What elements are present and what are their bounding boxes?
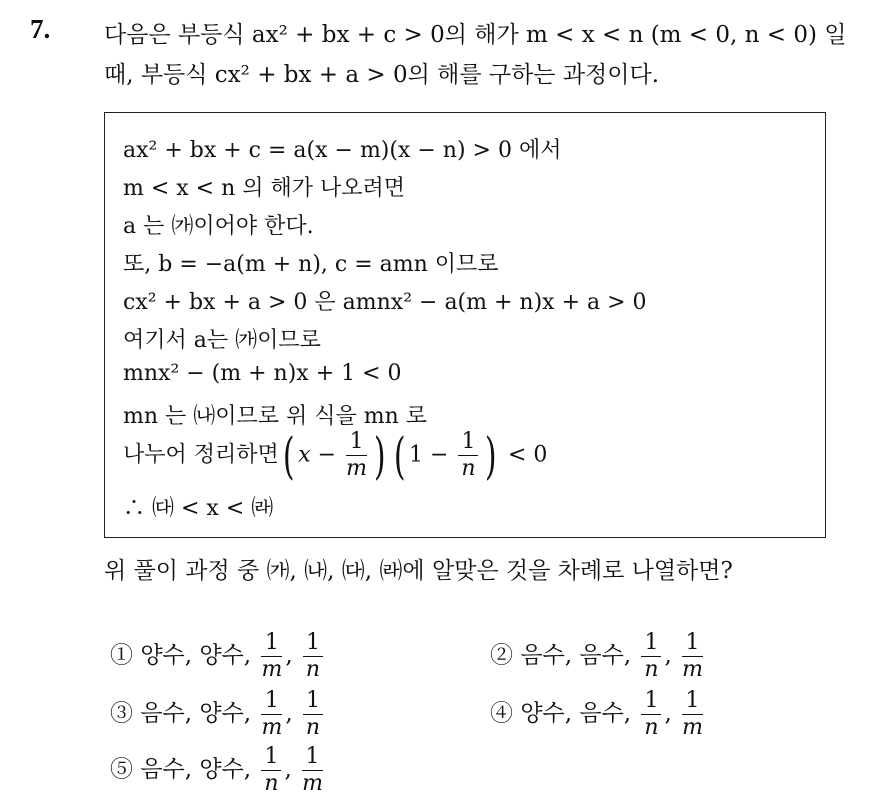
fraction-denominator: n (644, 715, 659, 740)
option-fraction-2 (303, 630, 323, 683)
fraction-denominator: m (261, 657, 283, 682)
paren-open-1: ( (282, 426, 295, 485)
question-text: 위 풀이 과정 중 ㈎, ㈏, ㈐, ㈑에 알맞은 것을 차례로 나열하면? (104, 558, 733, 584)
option-fraction-2 (682, 688, 703, 741)
fraction-denominator: n (644, 657, 659, 682)
paren-close-1: ) (373, 426, 386, 485)
paren-close-2: ) (485, 426, 498, 485)
fraction-denominator: m (302, 771, 323, 796)
fraction-numerator: 1 (641, 630, 661, 657)
option-fraction-1 (261, 744, 281, 797)
problem-stem-line-2: 때, 부등식 cx² + bx + a > 0의 해를 구하는 과정이다. (104, 62, 660, 88)
box-line-4: 또, b = −a(m + n), c = amn 이므로 (123, 252, 499, 277)
option-2[interactable]: ② 음수, 음수, $\frac{1}{n}$ , $\frac{1}{m}$ (490, 630, 703, 682)
fraction-denominator: n (305, 657, 321, 682)
option-1[interactable]: ① 양수, 양수, $\frac{1}{m}$ , $\frac{1}{n}$ (110, 630, 326, 683)
option-fraction-2 (302, 744, 323, 797)
fraction-1-over-m (346, 429, 367, 482)
option-mark: ④ (490, 700, 513, 727)
option-mark: ① (110, 642, 133, 669)
option-text: 음수, 양수, (140, 700, 252, 727)
option-3[interactable]: ③ 음수, 양수, $\frac{1}{m}$ , $\frac{1}{n}$ (110, 688, 326, 741)
term1-left: x − (298, 442, 337, 468)
option-mark: ② (490, 642, 513, 669)
fraction-denominator: n (461, 456, 476, 481)
fraction-denominator: m (682, 715, 703, 740)
fraction-numerator: 1 (303, 630, 323, 657)
fraction-numerator: 1 (261, 744, 281, 771)
fraction-numerator: 1 (261, 688, 282, 715)
option-text: 양수, 양수, (140, 642, 252, 669)
option-mark: ③ (110, 700, 133, 727)
problem-stem-line-1: 다음은 부등식 ax² + bx + c > 0의 해가 m < x < n (m < 0, n < 0) 일 (104, 22, 847, 48)
fraction-numerator: 1 (261, 630, 282, 657)
term2-left: 1 − (409, 442, 449, 468)
fraction-denominator: m (346, 456, 367, 481)
fraction-denominator: n (264, 771, 279, 796)
box-line-3: a 는 ㈎이어야 한다. (123, 214, 314, 239)
fraction-numerator: 1 (641, 688, 661, 715)
option-fraction-1 (641, 630, 661, 683)
fraction-numerator: 1 (682, 630, 703, 657)
fraction-denominator: m (261, 715, 283, 740)
option-mark: ⑤ (110, 756, 133, 783)
option-5[interactable]: ⑤ 음수, 양수, $\frac{1}{n}$ , $\frac{1}{m}$ (110, 744, 323, 796)
fraction-numerator: 1 (302, 744, 323, 771)
option-4[interactable]: ④ 양수, 음수, $\frac{1}{n}$ , $\frac{1}{m}$ (490, 688, 703, 740)
fraction-line-suffix: < 0 (507, 442, 548, 468)
option-fraction-2 (303, 688, 323, 741)
fraction-numerator: 1 (303, 688, 323, 715)
fraction-line-prefix: 나누어 정리하면 (123, 442, 279, 468)
fraction-numerator: 1 (346, 429, 367, 456)
fraction-denominator: m (682, 657, 703, 682)
fraction-denominator: n (305, 715, 321, 740)
option-fraction-2 (682, 630, 703, 683)
box-line-conclusion: ∴ ㈐ < x < ㈑ (123, 496, 274, 521)
box-line-5: cx² + bx + a > 0 은 amnx² − a(m + n)x + a > 0 (123, 290, 647, 315)
fraction-1-over-n (458, 429, 478, 482)
option-text: 양수, 음수, (520, 700, 632, 727)
option-fraction-1 (261, 630, 282, 683)
option-text: 음수, 음수, (520, 642, 632, 669)
option-fraction-1 (641, 688, 661, 741)
box-line-6: 여기서 a는 ㈎이므로 (123, 328, 321, 353)
problem-number: 7. (30, 14, 51, 44)
fraction-numerator: 1 (682, 688, 703, 715)
paren-open-2: ( (393, 426, 406, 485)
box-line-1: ax² + bx + c = a(x − m)(x − n) > 0 에서 (123, 138, 562, 163)
box-line-8: mn 는 ㈏이므로 위 식을 mn 로 (123, 404, 428, 429)
solution-box (104, 112, 826, 538)
option-text: 음수, 양수, (140, 756, 252, 783)
option-fraction-1 (261, 688, 282, 741)
fraction-numerator: 1 (458, 429, 478, 456)
box-fraction-line (123, 426, 548, 485)
box-line-2: m < x < n 의 해가 나오려면 (123, 176, 406, 201)
box-line-7: mnx² − (m + n)x + 1 < 0 (123, 361, 402, 386)
